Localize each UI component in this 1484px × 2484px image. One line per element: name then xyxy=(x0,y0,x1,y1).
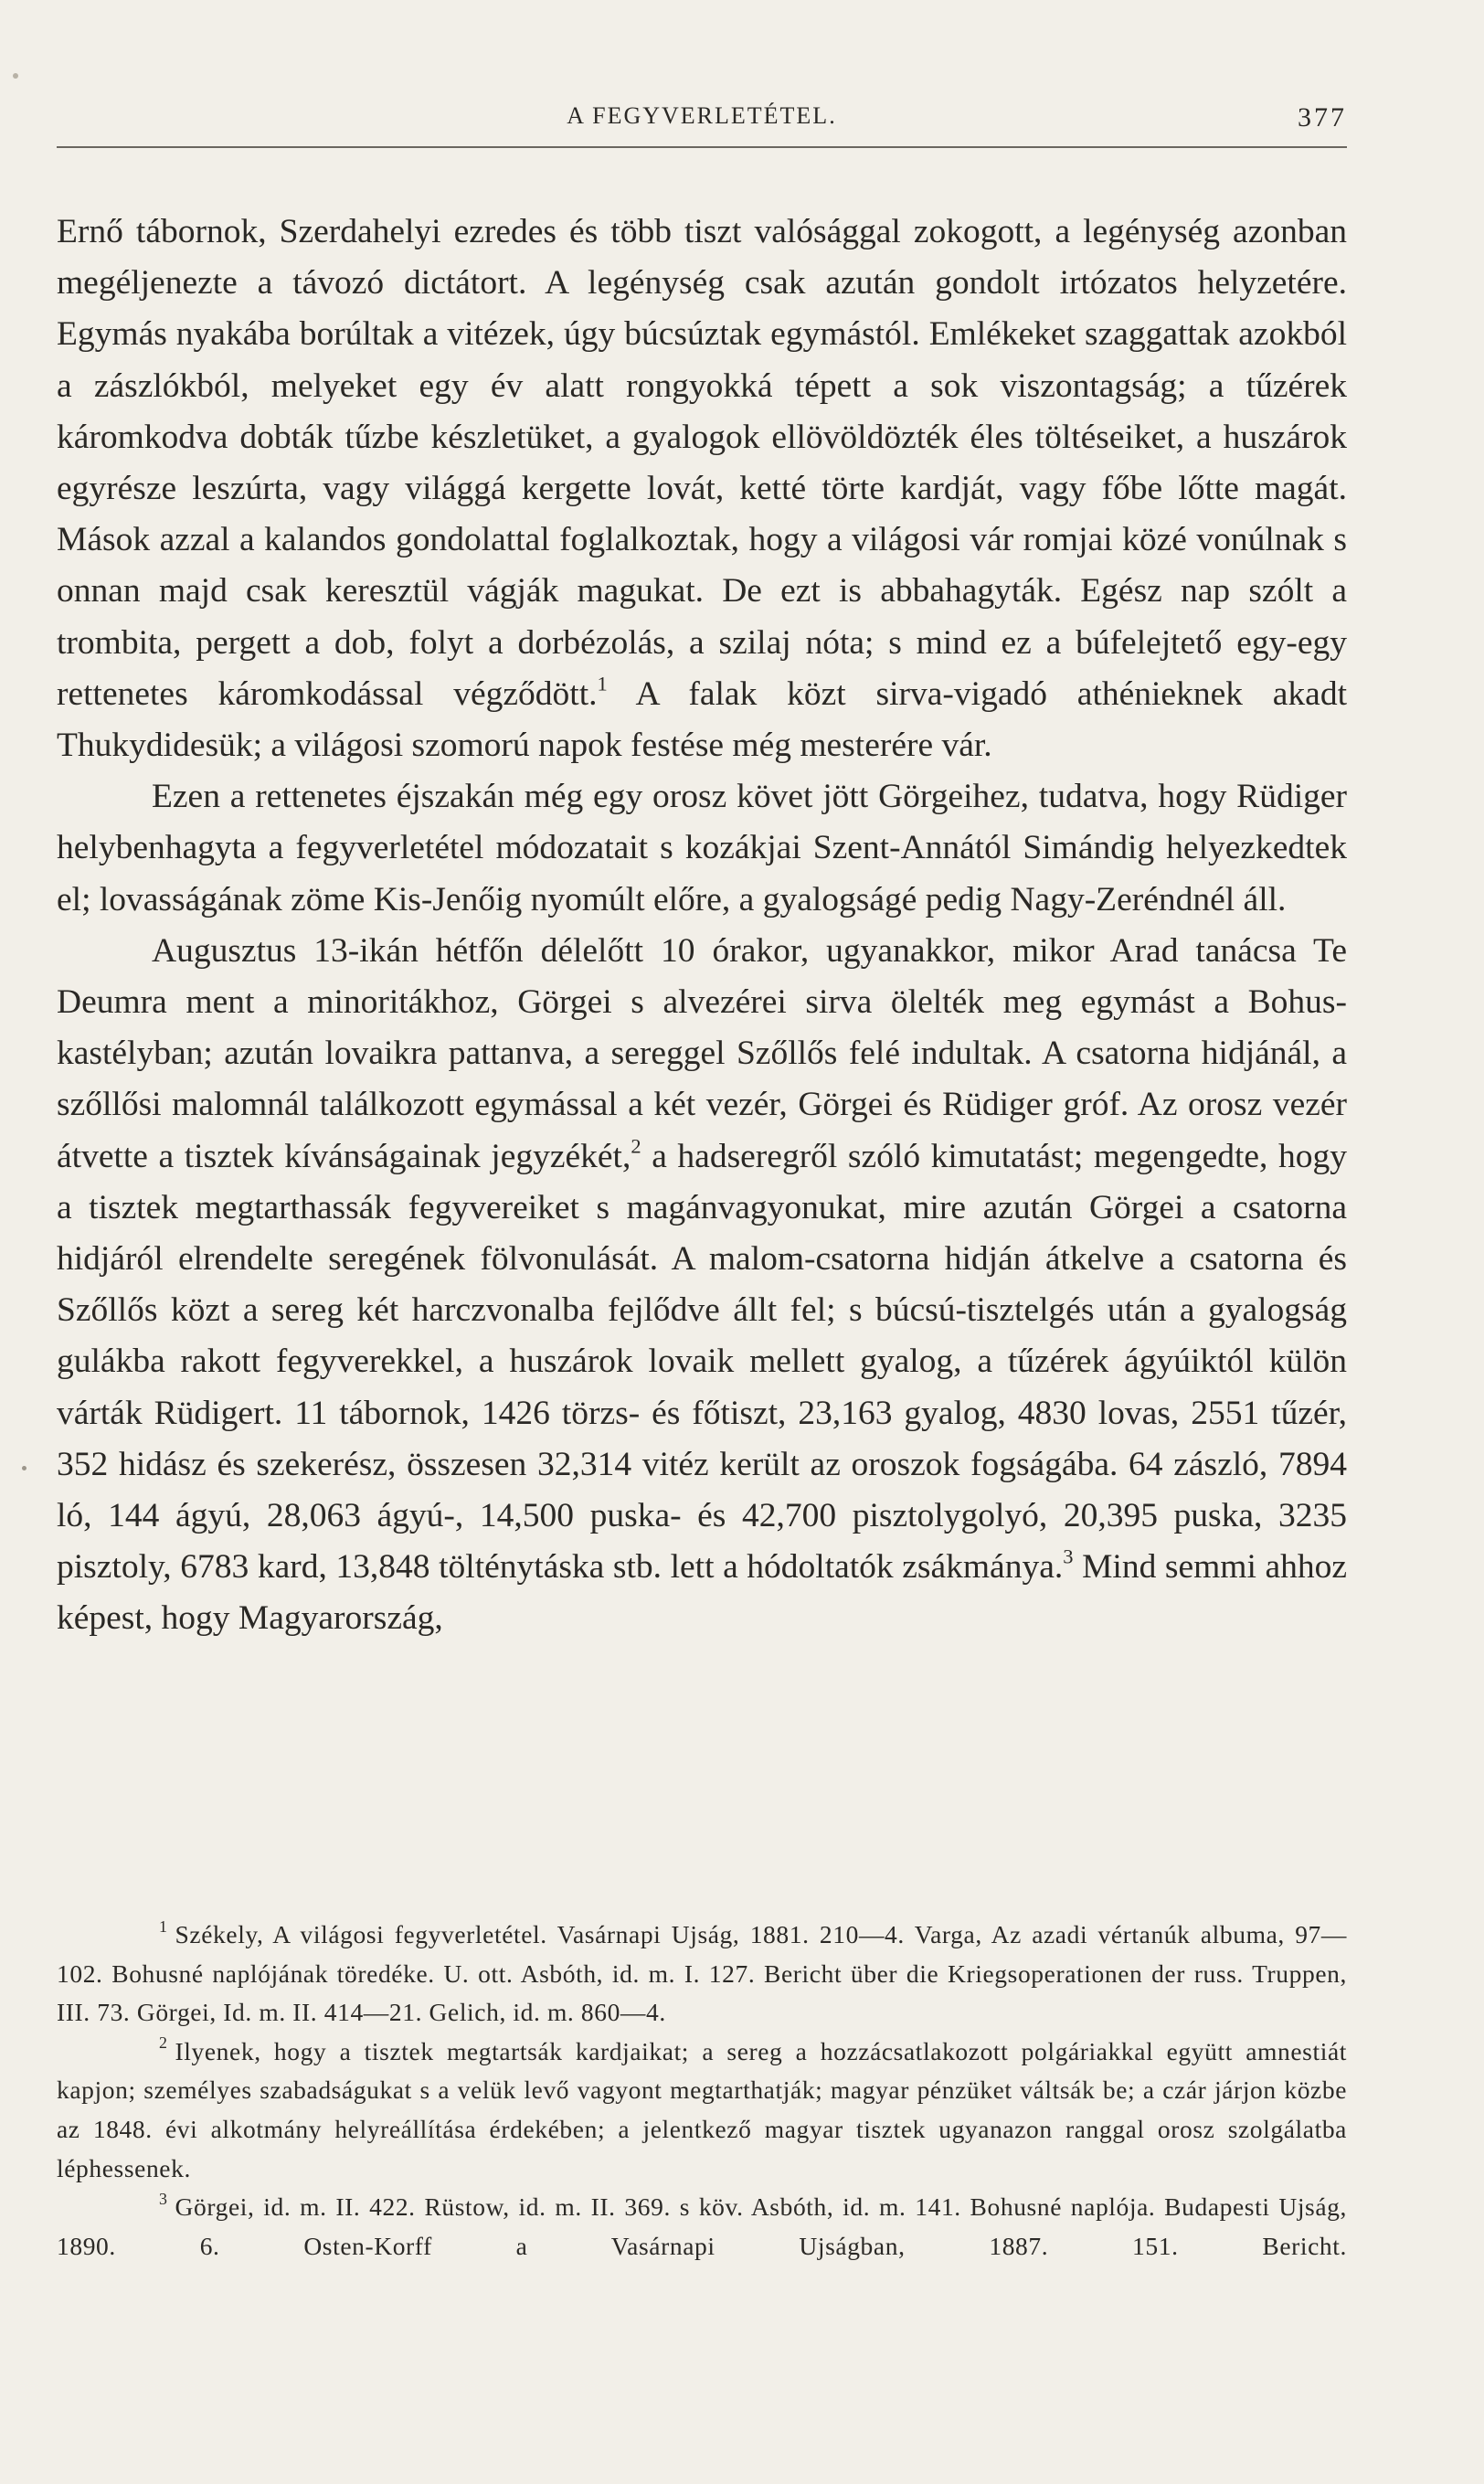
footnote-mark: 3 xyxy=(159,2189,168,2208)
footnote-ref: 1 xyxy=(597,672,608,695)
paper-speck xyxy=(22,1466,26,1470)
footnote-ref: 2 xyxy=(631,1133,641,1157)
paragraph: Ezen a rettenetes éjszakán még egy orosz követ jött Görgeihez, tudatva, hogy Rüdiger helybenhagyta a fegyverletétel módozatait s kozákjai Szent-Annától Simándig helyezkedtek el; lovasságának zöme Kis-Jenőig nyomúlt előre, a gyalogságé pedig Nagy-Zeréndnél áll. xyxy=(57,778,1347,918)
footnotes xyxy=(57,1916,1347,2266)
footnote-mark: 1 xyxy=(159,1916,168,1936)
footnote: $^1$ Székely, A világosi fegyverletétel. Vasárnapi Ujság, 1881. 210—4. Varga, Az azadi vértanúk albuma, 97—102. Bohusné naplójának töredéke. U. ott. Asbóth, id. m. I. 127. Bericht über die Kriegsoperationen der russ. Truppen, III. 73. Görgei, Id. m. II. 414—21. Gelich, id. m. 860—4. xyxy=(57,1916,1347,2027)
page-number: 377 xyxy=(1298,102,1347,133)
footnote-ref: 3 xyxy=(1063,1545,1074,1568)
footnote-mark: 2 xyxy=(159,2033,168,2053)
header-rule xyxy=(57,146,1347,148)
paragraph: Augusztus 13-ikán hétfőn délelőtt 10 órakor, ugyanakkor, mikor Arad tanácsa Te Deumra ment a minoritákhoz, Görgei s alvezérei sirva ölelték meg egymást a Bohus-kastélyban; azután lovaikra pattanva, a sereggel Szőllős felé indultak. A csatorna hidjánál, a szőllősi malomnál találkozott egymással a két vezér, Görgei és Rüdiger gróf. Az orosz vezér átvette a tisztek kívánságainak jegyzékét,$^2$ a hadseregről szóló kimutatást; megengedte, hogy a tisztek megtarthassák fegyvereiket s magánvagyonukat, mire azután Görgei a csatorna hidjáról elrendelte seregének fölvonulását. A malom-csatorna hidján átkelve a csatorna és Szőllős közt a sereg két harczvonalba fejlődve állt fel; s búcsú-tisztelgés után a gyalogság gulákba rakott fegyverekkel, a huszárok lovaik mellett gyalog, a tűzérek ágyúiktól külön várták Rüdigert. 11 tábornok, 1426 törzs- és főtiszt, 23,163 gyalog, 4830 lovas, 2551 tűzér, 352 hidász és szekerész, összesen 32,314 vitéz került az oroszok fogságába. 64 zászló, 7894 ló, 144 ágyú, 28,063 ágyú-, 14,500 puska- és 42,700 pisztolygolyó, 20,395 puska, 3235 pisztoly, 6783 kard, 13,848 tölténytáska stb. lett a hódoltatók zsákmánya.$^3$ Mind semmi ahhoz képest, hogy Magyarország, xyxy=(57,931,1348,1638)
paper-speck xyxy=(13,73,18,79)
main-text xyxy=(57,207,1347,1645)
paragraph: Ernő tábornok, Szerdahelyi ezredes és több tiszt valósággal zokogott, a legénység azonban megéljenezte a távozó dictátort. A legénység csak azután gondolt irtózatos helyzetére. Egymás nyakába borúltak a vitézek, úgy búcsúztak egymástól. Emlékeket szaggattak azokból a zászlókból, melyeket egy év alatt rongyokká tépett a sok viszontagság; a tűzérek káromkodva dobták tűzbe készletüket, a gyalogok ellövöldözték éles töltéseiket, a huszárok egyrésze leszúrta, vagy világgá kergette lovát, ketté törte kardját, vagy főbe lőtte magát. Mások azzal a kalandos gondolattal foglalkoztak, hogy a világosi vár romjai közé vonúlnak s onnan majd csak keresztül vágják magukat. De ezt is abbahagyták. Egész nap szólt a trombita, pergett a dob, folyt a dorbézolás, a szilaj nóta; s mind ez a búfelejtető egy-egy rettenetes káromkodással végződött.$^1$ A falak közt sirva-vigadó athénieknek akadt Thukydidesük; a világosi szomorú napok festése még mesterére vár. xyxy=(57,213,1347,765)
running-header xyxy=(57,102,1347,143)
running-title: A FEGYVERLETÉTEL. xyxy=(567,102,837,129)
footnote: $^2$ Ilyenek, hogy a tisztek megtartsák kardjaikat; a sereg a hozzácsatlakozott polgáriakkal együtt amnestiát kapjon; személyes szabadságukat s a velük levő vagyont megtarthatják; magyar pénzüket váltsák be; a czár járjon közbe az 1848. évi alkotmány helyreállítása érdekében; a jelentkező magyar tisztek ugyanazon ranggal orosz szolgálatba léphessenek. xyxy=(57,2033,1347,2182)
footnote: $^3$ Görgei, id. m. II. 422. Rüstow, id. m. II. 369. s köv. Asbóth, id. m. 141. Bohusné naplója. Budapesti Ujság, 1890. 6. Osten-Korff a Vasárnapi Ujságban, 1887. 151. Bericht. xyxy=(57,2189,1347,2260)
